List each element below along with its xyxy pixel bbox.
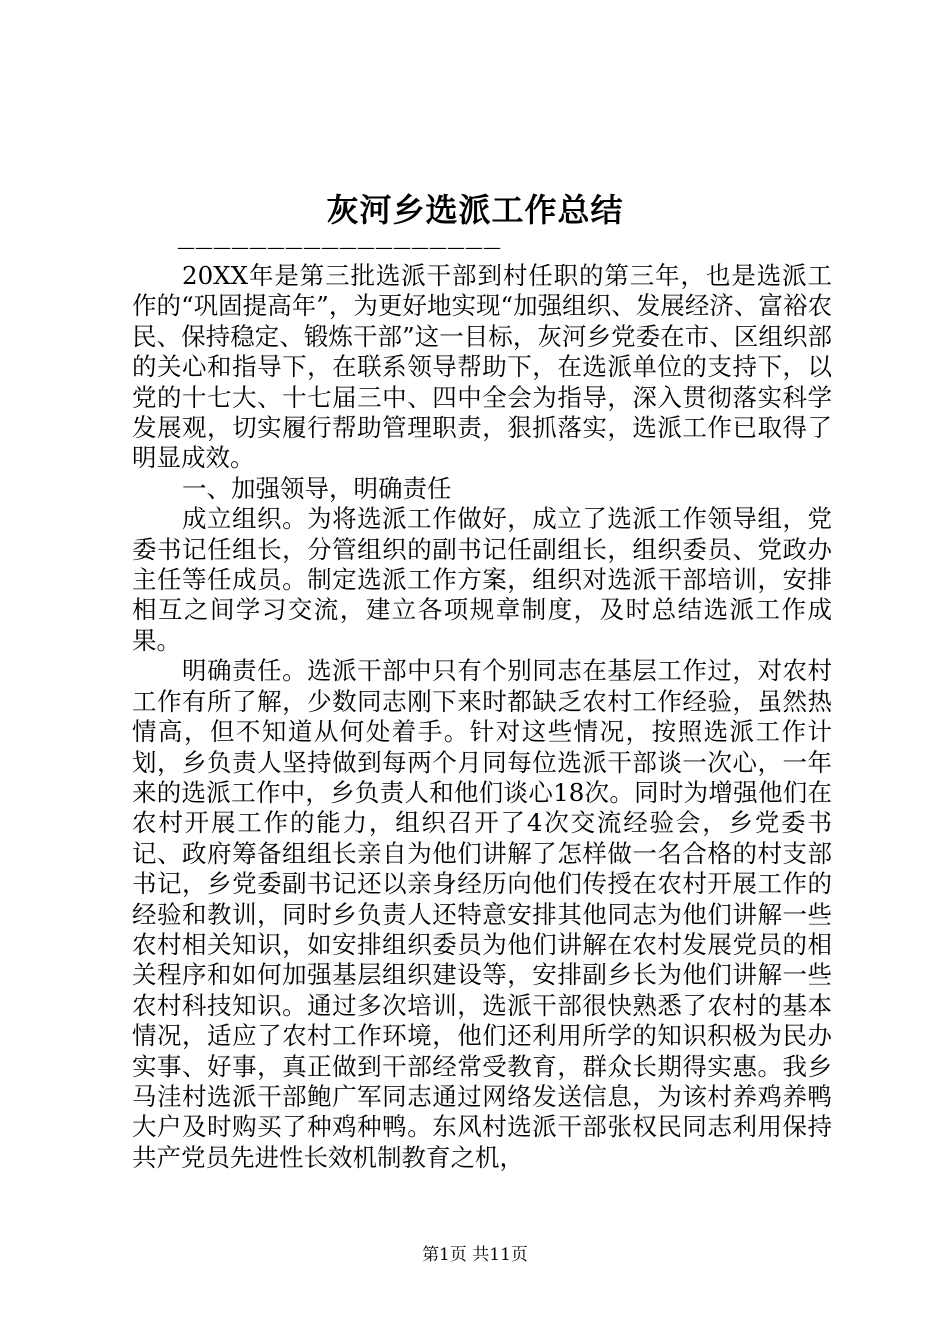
responsibility-paragraph: 明确责任。选派干部中只有个别同志在基层工作过，对农村工作有所了解，少数同志刚下来时都缺乏农村工作经验，虽然热情高，但不知道从何处着手。针对这些情况，按照选派工作计划，乡负责人坚持做到每两个月同每位选派干部谈一次心，一年来的选派工作中，乡负责人和他们谈心18次。同时为增强他们在农村开展工作的能力，组织召开了4次交流经验会，乡党委书记、政府筹备组组长亲自为他们讲解了怎样做一名合格的村支部书记，乡党委副书记还以亲身经历向他们传授在农村开展工作的经验和教训，同时乡负责人还特意安排其他同志为他们讲解一些农村相关知识，如安排组织委员为他们讲解在农村发展党员的相关程序和如何加强基层组织建设等，安排副乡长为他们讲解一些农村科技知识。通过多次培训，选派干部很快熟悉了农村的基本情况，适应了农村工作环境，他们还利用所学的知识积极为民办实事、好事，真正做到干部经常受教育，群众长期得实惠。我乡马洼村选派干部鲍广军同志通过网络发送信息，为该村养鸡养鸭大户及时购买了种鸡种鸭。东风村选派干部张权民同志利用保持共产党员先进性长效机制教育之机， [132, 656, 832, 1172]
document-title: 灰河乡选派工作总结 [326, 191, 624, 229]
document-body [132, 261, 832, 1173]
title-divider: —————————————————— [177, 237, 501, 258]
page-number-footer: 第1页 共11页 [422, 1245, 528, 1265]
intro-paragraph: 20XX年是第三批选派干部到村任职的第三年，也是选派工作的“巩固提高年”，为更好地实现“加强组织、发展经济、富裕农民、保持稳定、锻炼干部”这一目标，灰河乡党委在市、区组织部的关心和指导下，在联系领导帮助下，在选派单位的支持下，以党的十七大、十七届三中、四中全会为指导，深入贯彻落实科学发展观，切实履行帮助管理职责，狠抓落实，选派工作已取得了明显成效。 [132, 261, 832, 473]
section-heading: 一、加强领导，明确责任 [182, 473, 452, 503]
organization-paragraph: 成立组织。为将选派工作做好，成立了选派工作领导组，党委书记任组长，分管组织的副书记任副组长，组织委员、党政办主任等任成员。制定选派工作方案，组织对选派干部培训，安排相互之间学习交流，建立各项规章制度，及时总结选派工作成果。 [132, 504, 832, 655]
